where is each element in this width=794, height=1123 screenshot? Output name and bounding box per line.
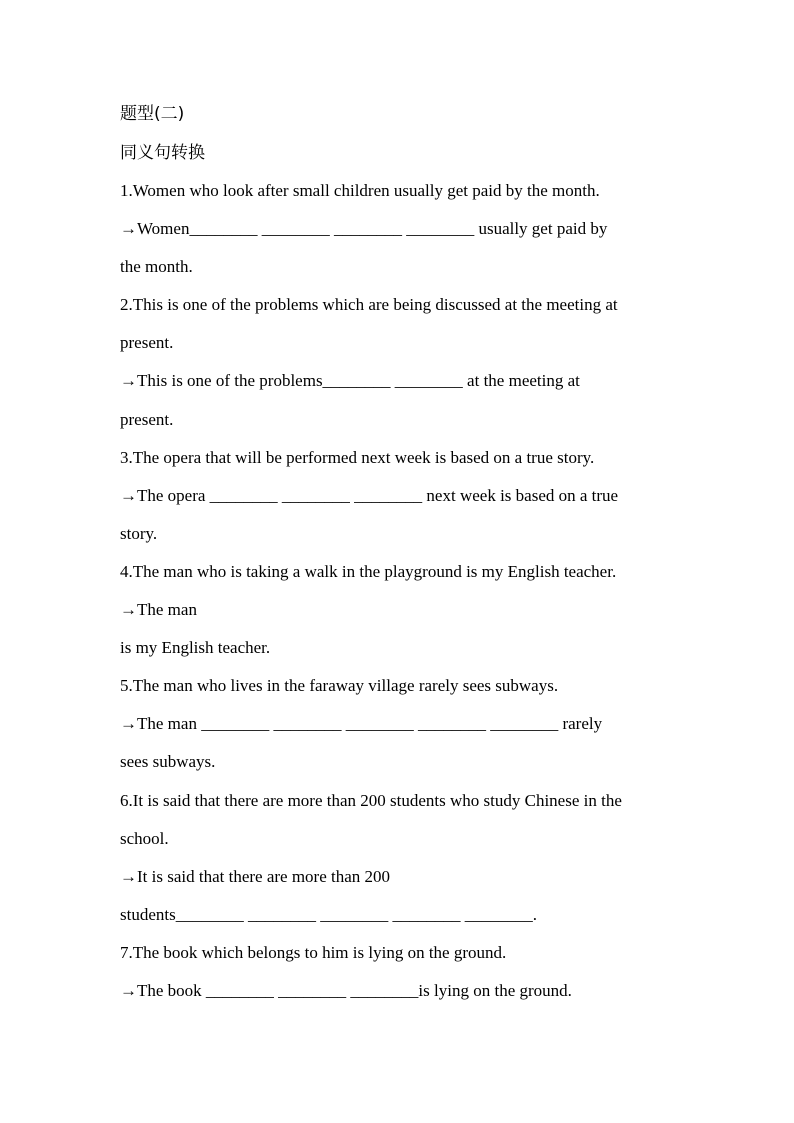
section-title: 题型(二) bbox=[120, 104, 185, 124]
answer-line-2-cont: present. bbox=[120, 410, 174, 429]
section-subtitle: 同义句转换 bbox=[120, 143, 205, 163]
answer-line-7: →The book ________ ________ ________is lying on the ground. bbox=[120, 981, 572, 1000]
question-6-cont: school. bbox=[120, 829, 169, 848]
question-6: 6.It is said that there are more than 200 students who study Chinese in the bbox=[120, 791, 622, 810]
question-7: 7.The book which belongs to him is lying on the ground. bbox=[120, 943, 507, 962]
answer-line-6: →It is said that there are more than 200 bbox=[120, 867, 391, 886]
answer-line-3: →The opera ________ ________ ________ next week is based on a true bbox=[120, 486, 619, 505]
question-2-cont: present. bbox=[120, 333, 174, 352]
answer-line-5: →The man ________ ________ ________ ________ ________ rarely bbox=[120, 714, 603, 733]
question-5: 5.The man who lives in the faraway village rarely sees subways. bbox=[120, 676, 559, 695]
answer-line-1-cont: the month. bbox=[120, 257, 193, 276]
answer-line-1: →Women________ ________ ________ ________ usually get paid by bbox=[120, 219, 608, 238]
answer-line-6-cont: students________ ________ ________ ________ ________. bbox=[120, 905, 537, 924]
question-3: 3.The opera that will be performed next week is based on a true story. bbox=[120, 448, 595, 467]
answer-line-2: →This is one of the problems________ ________ at the meeting at bbox=[120, 371, 580, 390]
question-4: 4.The man who is taking a walk in the playground is my English teacher. bbox=[120, 562, 617, 581]
question-1: 1.Women who look after small children usually get paid by the month. bbox=[120, 181, 600, 200]
answer-line-5-cont: sees subways. bbox=[120, 752, 216, 771]
question-2: 2.This is one of the problems which are being discussed at the meeting at bbox=[120, 295, 618, 314]
answer-line-3-cont: story. bbox=[120, 524, 158, 543]
answer-line-4-cont: is my English teacher. bbox=[120, 638, 271, 657]
answer-line-4: →The man bbox=[120, 600, 197, 619]
